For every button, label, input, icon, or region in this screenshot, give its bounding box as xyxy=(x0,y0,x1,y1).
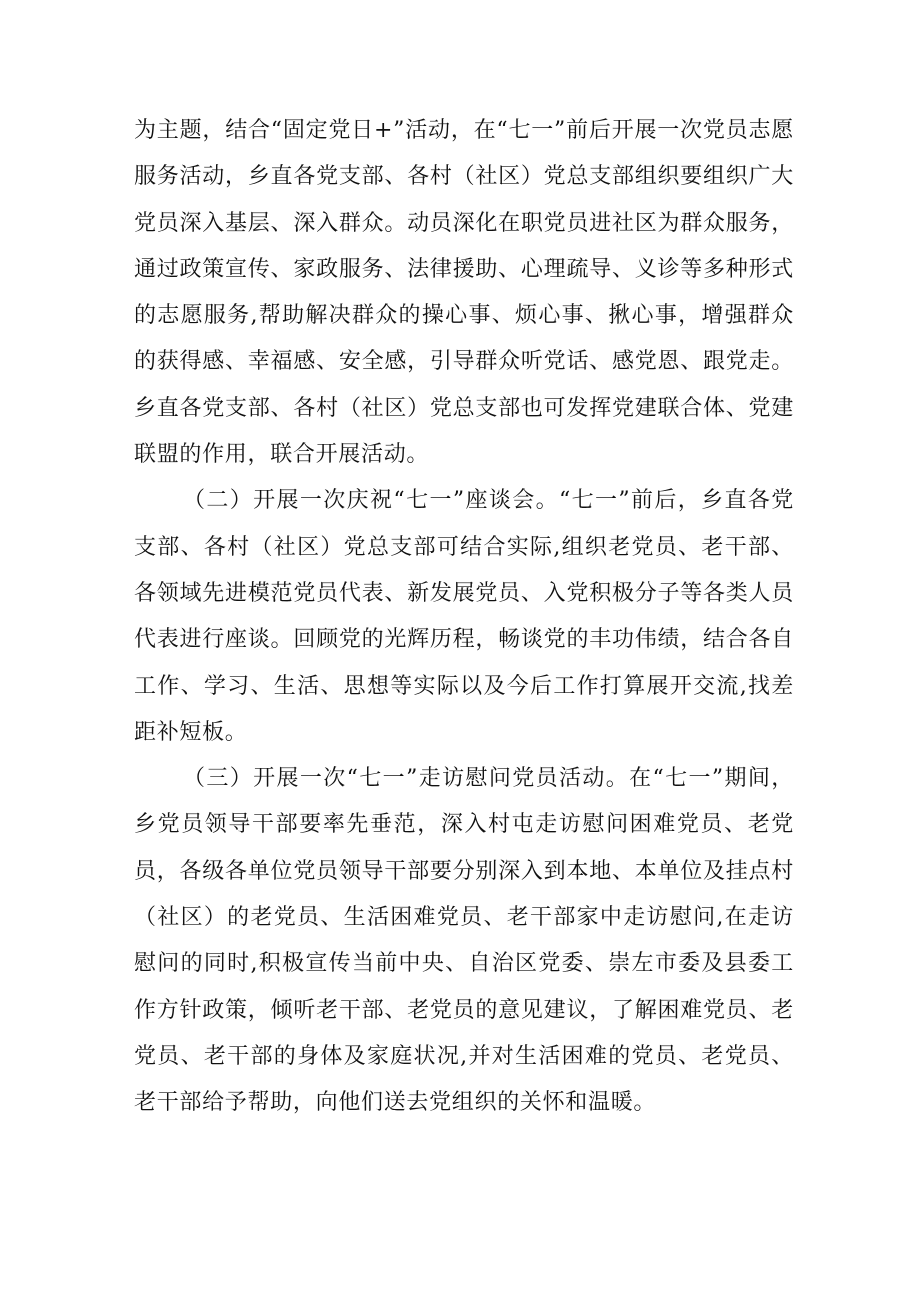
paragraph-continuation: 为主题，结合“固定党日+”活动，在“七一”前后开展一次党员志愿服务活动，乡直各党支部、各村（社区）党总支部组织要组织广大党员深入基层、深入群众。动员深化在职党员进社区为群众服务，通过政策宣传、家政服务、法律援助、心理疏导、义诊等多种形式的志愿服务,帮助解决群众的操心事、烦心事、揪心事，增强群众的获得感、幸福感、安全感，引导群众听党话、感党恩、跟党走。乡直各党支部、各村（社区）党总支部也可发挥党建联合体、党建联盟的作用，联合开展活动。 xyxy=(134,118,794,468)
paragraph-section-two: （二）开展一次庆祝“七一”座谈会。“七一”前后，乡直各党支部、各村（社区）党总支部可结合实际,组织老党员、老干部、各领域先进模范党员代表、新发展党员、入党积极分子等各类人员代表进行座谈。回顾党的光辉历程，畅谈党的丰功伟绩，结合各自工作、学习、生活、思想等实际以及今后工作打算展开交流,找差距补短板。 xyxy=(134,488,794,745)
document-body xyxy=(134,108,794,1127)
paragraph-section-three: （三）开展一次“七一”走访慰问党员活动。在“七一”期间，乡党员领导干部要率先垂范，深入村屯走访慰问困难党员、老党员，各级各单位党员领导干部要分别深入到本地、本单位及挂点村（社区）的老党员、生活困难党员、老干部家中走访慰问,在走访慰问的同时,积极宣传当前中央、自治区党委、崇左市委及县委工作方针政策，倾听老干部、老党员的意见建议，了解困难党员、老党员、老干部的身体及家庭状况,并对生活困难的党员、老党员、老干部给予帮助，向他们送去党组织的关怀和温暖。 xyxy=(134,766,794,1116)
